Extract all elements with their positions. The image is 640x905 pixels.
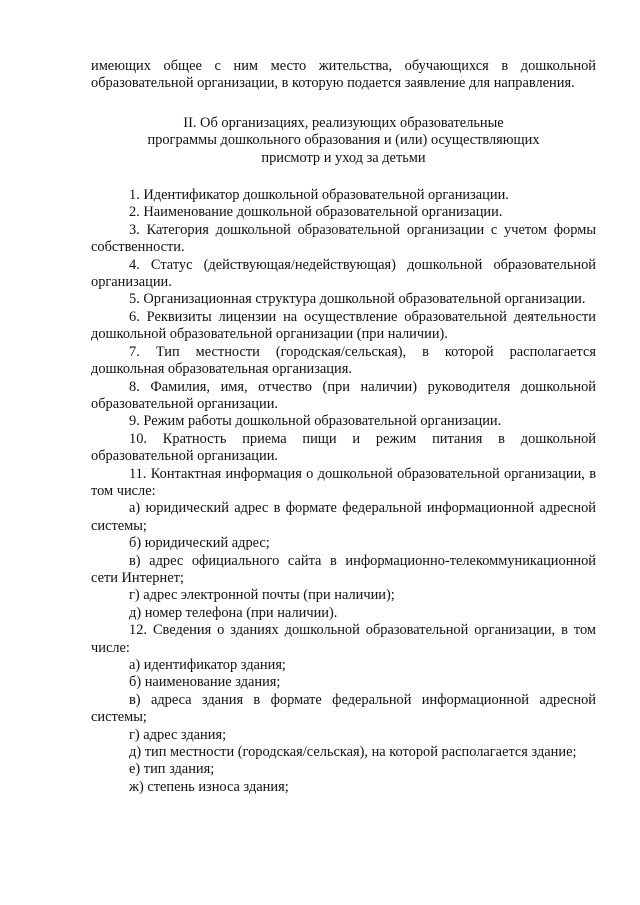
list-subitem: д) номер телефона (при наличии). — [129, 604, 338, 621]
list-item: 7. Тип местности (городская/сельская), в которой располагается дошкольная образовательная организация. — [91, 343, 596, 378]
list-subitem: г) адрес здания; — [129, 726, 227, 743]
list-subitem: ж) степень износа здания; — [129, 778, 289, 795]
list-item: 6. Реквизиты лицензии на осуществление образовательной деятельности дошкольной образовательной организации (при наличии). — [91, 308, 596, 343]
list-subitem: в) адрес официального сайта в информационно-телекоммуникационной сети Интернет; — [91, 552, 596, 586]
list-subitem: а) идентификатор здания; — [129, 657, 286, 673]
list-item: 3. Категория дошкольной образовательной организации с учетом формы собственности. — [91, 221, 596, 256]
section-heading-line-1: II. Об организациях, реализующих образовательные — [183, 114, 504, 131]
list-item: 10. Кратность приема пищи и режим питания в дошкольной образовательной организации. — [91, 430, 596, 465]
list-subitem: б) наименование здания; — [129, 674, 281, 691]
list-item: 5. Организационная структура дошкольной образовательной организации. — [129, 291, 586, 308]
list-subitem: д) тип местности (городская/сельская), на которой располагается здание; — [129, 744, 577, 761]
list-item: 4. Статус (действующая/недействующая) дошкольной образовательной организации. — [91, 256, 596, 291]
section-heading-line-2: программы дошкольного образования и (или) осуществляющих — [147, 132, 540, 149]
section-heading — [91, 115, 596, 167]
list-subitem: в) адреса здания в формате федеральной информационной адресной системы; — [91, 691, 596, 726]
list-subitem: г) адрес электронной почты (при наличии); — [129, 587, 395, 604]
section-heading-line-3: присмотр и уход за детьми — [261, 149, 426, 166]
list-subitem: б) юридический адрес; — [129, 535, 270, 552]
list-subitem: а) юридический адрес в формате федеральной информационной адресной системы; — [91, 500, 596, 534]
list-item: 11. Контактная информация о дошкольной образовательной организации, в том числе: — [91, 465, 596, 499]
list-item: 9. Режим работы дошкольной образовательной организации. — [129, 413, 502, 430]
list-item: 1. Идентификатор дошкольной образовательной организации. — [129, 187, 509, 204]
list-item: 8. Фамилия, имя, отчество (при наличии) руководителя дошкольной образовательной организации. — [91, 378, 596, 412]
list-item: 2. Наименование дошкольной образовательной организации. — [129, 204, 503, 221]
document-page — [91, 58, 596, 796]
list-subitem: е) тип здания; — [129, 761, 215, 778]
list-item: 12. Сведения о зданиях дошкольной образовательной организации, в том числе: — [91, 622, 596, 656]
intro-paragraph: имеющих общее с ним место жительства, обучающихся в дошкольной образовательной организации, в которую подается заявление для направления. — [91, 58, 596, 92]
